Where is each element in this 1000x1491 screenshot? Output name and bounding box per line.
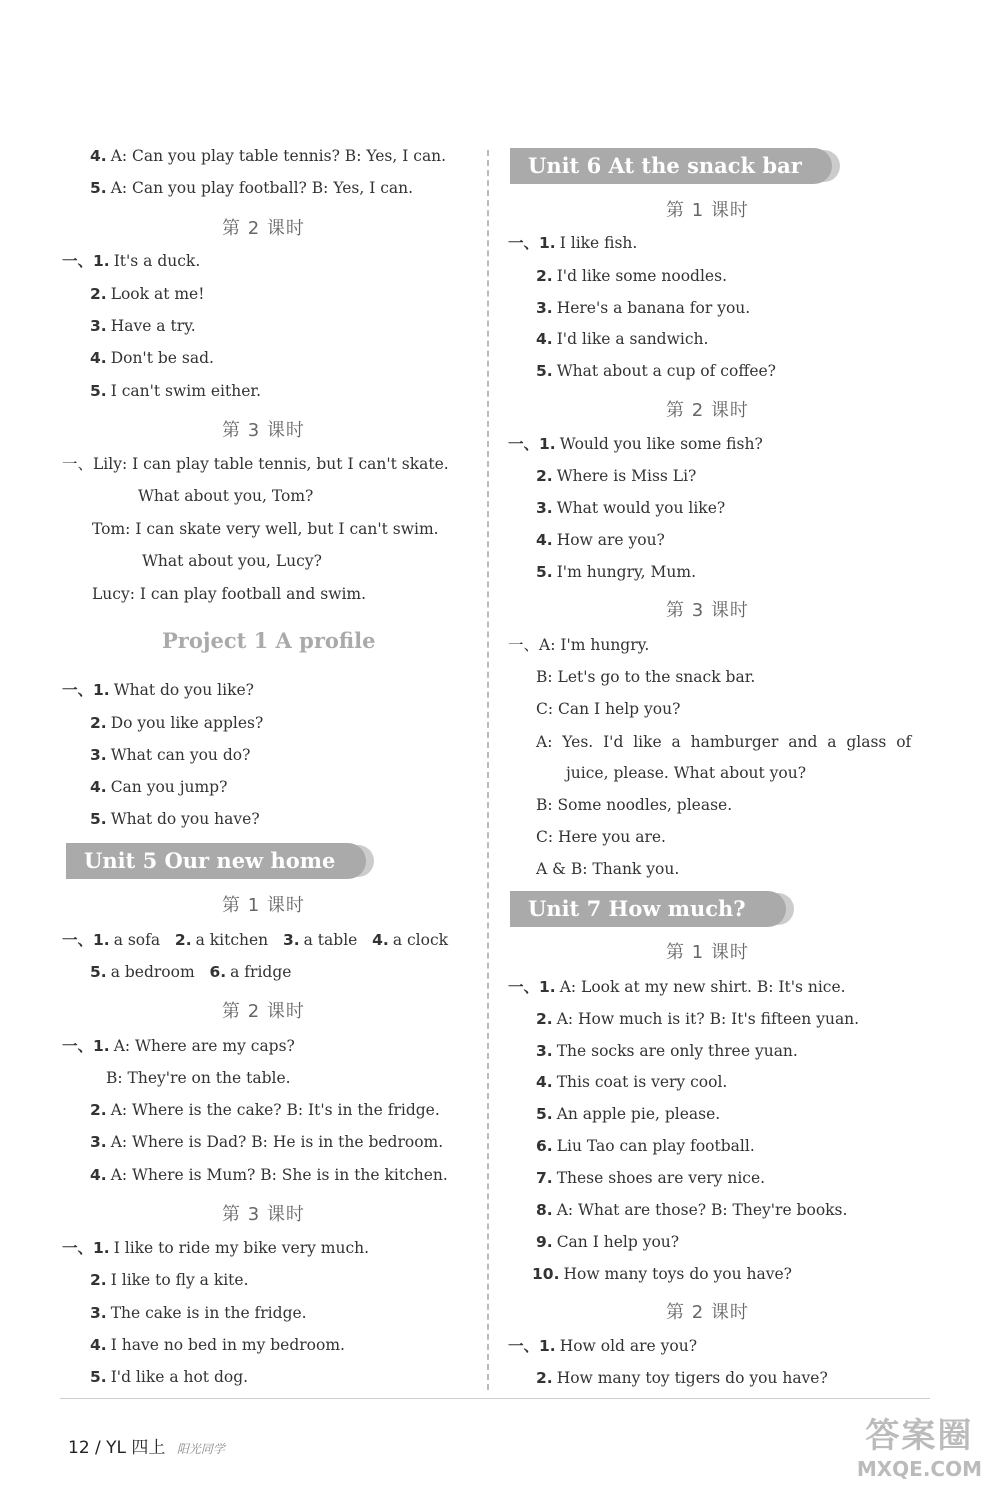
answer-line: 2. Where is Miss Li? bbox=[536, 467, 697, 485]
answer-line: 5. I'm hungry, Mum. bbox=[536, 563, 697, 581]
answer-line: 4. I'd like a sandwich. bbox=[536, 330, 709, 348]
answer-line: 一、1. I like to ride my bike very much. bbox=[62, 1239, 370, 1257]
lesson-heading: 第 3 课时 bbox=[222, 1204, 305, 1225]
answer-line: 2. Do you like apples? bbox=[90, 714, 264, 732]
lesson-heading: 第 2 课时 bbox=[666, 1302, 749, 1323]
dialogue-line: A & B: Thank you. bbox=[536, 860, 680, 878]
unit-banner: Unit 6 At the snack bar bbox=[510, 148, 832, 184]
answer-line: 5. I can't swim either. bbox=[90, 382, 262, 400]
answer-line: 4. A: Can you play table tennis? B: Yes, I can. bbox=[90, 147, 447, 165]
dialogue-line: C: Here you are. bbox=[536, 828, 666, 846]
answer-line: 3. The cake is in the fridge. bbox=[90, 1304, 307, 1322]
dialogue-line: A: Yes. I'd like a hamburger and a glass of bbox=[536, 733, 912, 751]
answer-line: 4. I have no bed in my bedroom. bbox=[90, 1336, 345, 1354]
lesson-heading: 第 3 课时 bbox=[222, 420, 305, 441]
answer-line: 2. A: Where is the cake? B: It's in the fridge. bbox=[90, 1101, 440, 1119]
lesson-heading: 第 3 课时 bbox=[666, 600, 749, 621]
answer-line: 5. An apple pie, please. bbox=[536, 1105, 721, 1123]
watermark-title: 答案圈 bbox=[865, 1416, 974, 1456]
answer-line: B: They're on the table. bbox=[106, 1069, 291, 1087]
page-footer bbox=[68, 1433, 225, 1458]
answer-line: 2. I'd like some noodles. bbox=[536, 267, 727, 285]
project-heading: Project 1 A profile bbox=[162, 628, 376, 653]
answer-line: 一、1. a sofa 2. a kitchen 3. a table 4. a clock bbox=[62, 931, 449, 949]
answer-line: 一、1. Would you like some fish? bbox=[508, 435, 763, 453]
dialogue-line: What about you, Lucy? bbox=[142, 552, 322, 570]
lesson-heading: 第 2 课时 bbox=[222, 218, 305, 239]
answer-line: 6. Liu Tao can play football. bbox=[536, 1137, 755, 1155]
answer-line: 5. What about a cup of coffee? bbox=[536, 362, 776, 380]
answer-line: 4. Don't be sad. bbox=[90, 349, 214, 367]
dialogue-line: 一、A: I'm hungry. bbox=[508, 636, 650, 654]
answer-line: 一、1. A: Look at my new shirt. B: It's nice. bbox=[508, 978, 846, 996]
answer-line: 3. A: Where is Dad? B: He is in the bedroom. bbox=[90, 1133, 444, 1151]
brand-logo: 阳光同学 bbox=[176, 1442, 225, 1456]
footer-rule bbox=[60, 1398, 930, 1399]
lesson-heading: 第 1 课时 bbox=[222, 895, 305, 916]
answer-line: 5. What do you have? bbox=[90, 810, 260, 828]
answer-line: 一、1. I like fish. bbox=[508, 234, 638, 252]
unit-banner: Unit 5 Our new home bbox=[66, 843, 366, 879]
watermark-url: MXQE.COM bbox=[856, 1457, 982, 1481]
answer-line: 10. How many toys do you have? bbox=[532, 1265, 792, 1283]
lesson-heading: 第 2 课时 bbox=[222, 1001, 305, 1022]
answer-line: 3. What would you like? bbox=[536, 499, 726, 517]
dialogue-line: B: Some noodles, please. bbox=[536, 796, 733, 814]
dialogue-line: What about you, Tom? bbox=[138, 487, 314, 505]
unit-banner: Unit 7 How much? bbox=[510, 891, 786, 927]
column-divider bbox=[487, 150, 489, 1390]
answer-line: 4. A: Where is Mum? B: She is in the kitchen. bbox=[90, 1166, 448, 1184]
dialogue-line: Tom: I can skate very well, but I can't swim. bbox=[92, 520, 439, 538]
answer-line: 2. Look at me! bbox=[90, 285, 205, 303]
lesson-heading: 第 1 课时 bbox=[666, 200, 749, 221]
answer-line: 7. These shoes are very nice. bbox=[536, 1169, 766, 1187]
answer-line: 一、1. A: Where are my caps? bbox=[62, 1037, 295, 1055]
answer-line: 一、1. It's a duck. bbox=[62, 252, 201, 270]
answer-line: 4. How are you? bbox=[536, 531, 665, 549]
dialogue-line: Lucy: I can play football and swim. bbox=[92, 585, 367, 603]
answer-line: 2. A: How much is it? B: It's fifteen yuan. bbox=[536, 1010, 860, 1028]
answer-line: 一、1. How old are you? bbox=[508, 1337, 698, 1355]
answer-line: 2. I like to fly a kite. bbox=[90, 1271, 249, 1289]
dialogue-line: 一、Lily: I can play table tennis, but I can't skate. bbox=[62, 455, 449, 473]
lesson-heading: 第 1 课时 bbox=[666, 942, 749, 963]
answer-line: 4. Can you jump? bbox=[90, 778, 228, 796]
lesson-heading: 第 2 课时 bbox=[666, 400, 749, 421]
dialogue-line: C: Can I help you? bbox=[536, 700, 681, 718]
answer-line: 5. A: Can you play football? B: Yes, I can. bbox=[90, 179, 414, 197]
answer-line: 5. I'd like a hot dog. bbox=[90, 1368, 249, 1386]
dialogue-line: B: Let's go to the snack bar. bbox=[536, 668, 756, 686]
answer-line: 3. Have a try. bbox=[90, 317, 196, 335]
answer-line: 5. a bedroom 6. a fridge bbox=[90, 963, 292, 981]
answer-line: 4. This coat is very cool. bbox=[536, 1073, 728, 1091]
answer-line: 9. Can I help you? bbox=[536, 1233, 680, 1251]
page-number: 12 / YL 四上 bbox=[68, 1438, 166, 1458]
dialogue-line: juice, please. What about you? bbox=[566, 764, 807, 782]
answer-line: 一、1. What do you like? bbox=[62, 681, 254, 699]
answer-line: 2. How many toy tigers do you have? bbox=[536, 1369, 828, 1387]
answer-line: 3. Here's a banana for you. bbox=[536, 299, 751, 317]
answer-line: 3. The socks are only three yuan. bbox=[536, 1042, 798, 1060]
answer-line: 3. What can you do? bbox=[90, 746, 251, 764]
answer-line: 8. A: What are those? B: They're books. bbox=[536, 1201, 848, 1219]
watermark bbox=[857, 1408, 982, 1481]
